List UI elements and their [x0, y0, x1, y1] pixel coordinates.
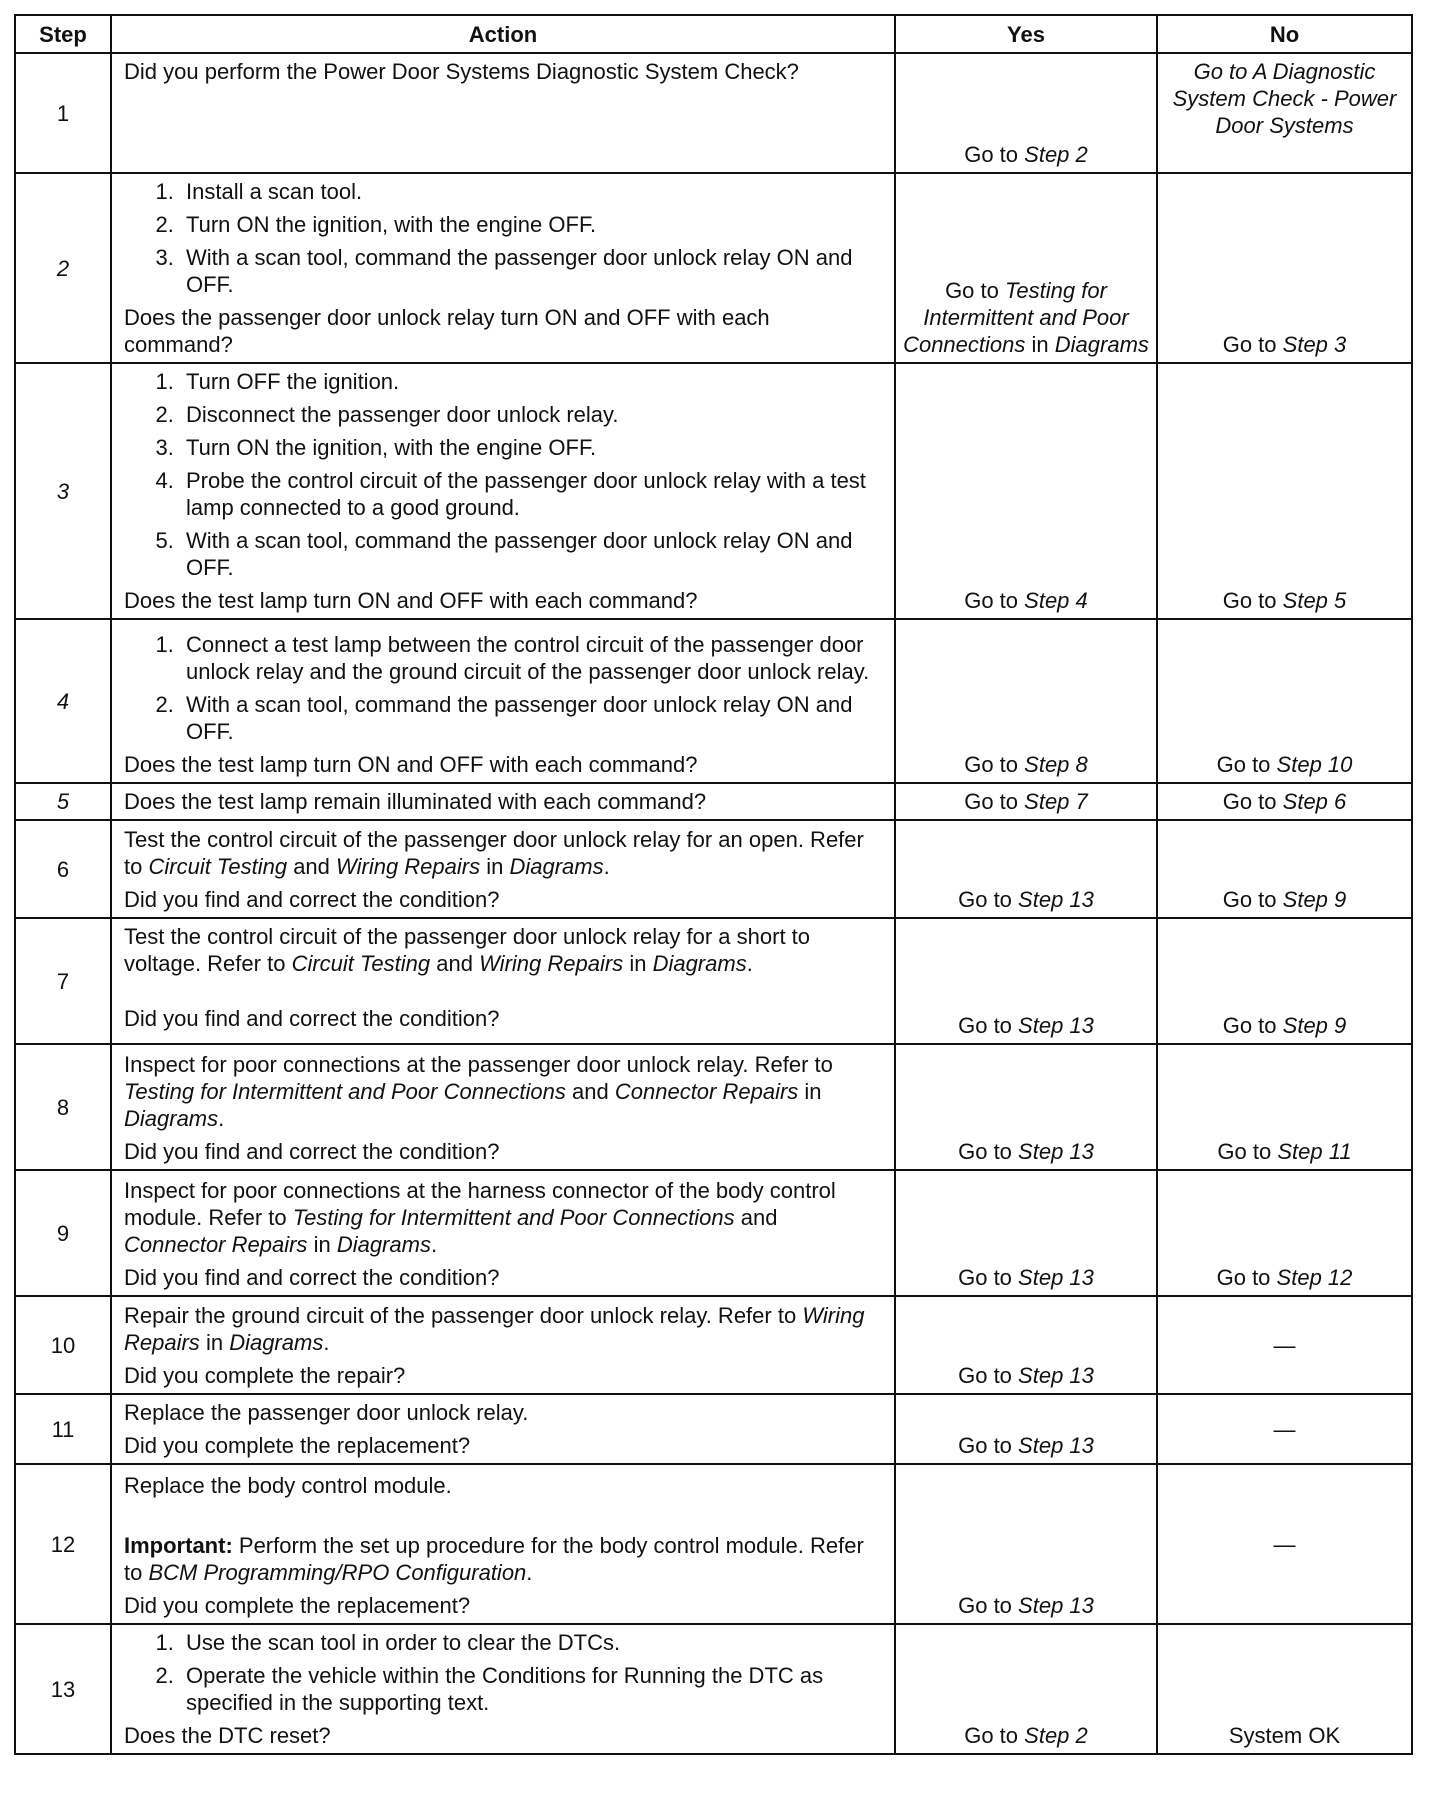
step-number: 8: [15, 1044, 111, 1170]
header-row: [15, 15, 1412, 53]
yes-prefix: Go to: [958, 1433, 1012, 1458]
yes-link[interactable]: Step 13: [1018, 1433, 1094, 1458]
step-number: 10: [15, 1296, 111, 1394]
table-row: [15, 918, 1412, 1044]
action-cell: [111, 918, 895, 1044]
no-link[interactable]: Step 5: [1282, 588, 1347, 613]
step-number: 7: [15, 918, 111, 1044]
action-instruction: [124, 826, 884, 880]
yes-prefix: Go to: [964, 752, 1019, 777]
yes-prefix: Go to: [958, 1363, 1012, 1388]
no-dash: —: [1273, 1416, 1296, 1442]
ref-link[interactable]: Wiring Repairs: [479, 951, 624, 976]
action-step-item: 4. Probe the control circuit of the passenger door unlock relay with a test lamp connected to a good ground.: [180, 467, 884, 521]
action-step-item: 1. Turn OFF the ignition.: [180, 368, 884, 395]
instruction-text: Inspect for poor connections at the harness connector of the body control module. Refer to: [124, 1178, 836, 1230]
yes-prefix: Go to: [958, 887, 1012, 912]
no-link[interactable]: Step 3: [1282, 332, 1347, 357]
step-number: 9: [15, 1170, 111, 1296]
action-question: Does the DTC reset?: [124, 1723, 331, 1748]
no-cell: [1157, 1170, 1412, 1296]
period-text: .: [430, 1232, 438, 1257]
yes-link[interactable]: Step 2: [1024, 142, 1088, 167]
yes-prefix: Go to: [945, 278, 999, 303]
no-link[interactable]: Step 12: [1276, 1265, 1353, 1290]
action-step-item: 5. With a scan tool, command the passenger door unlock relay ON and OFF.: [180, 527, 884, 581]
conj-text: in: [313, 1232, 331, 1257]
step-number: 13: [15, 1624, 111, 1754]
action-step-item: 2. With a scan tool, command the passenger door unlock relay ON and OFF.: [180, 691, 884, 745]
no-prefix: Go to: [1216, 752, 1271, 777]
instruction-text: Repair the ground circuit of the passenger door unlock relay. Refer to: [124, 1303, 797, 1328]
no-prefix: Go to: [1222, 588, 1277, 613]
action-question: Does the test lamp remain illuminated with each command?: [124, 789, 707, 814]
ref-link[interactable]: Connector Repairs: [614, 1079, 799, 1104]
header-no: No: [1157, 15, 1412, 53]
action-step-item: 2. Disconnect the passenger door unlock relay.: [180, 401, 884, 428]
yes-link[interactable]: Step 13: [1018, 887, 1094, 912]
table-row: [15, 1044, 1412, 1170]
no-dash: —: [1273, 1332, 1296, 1358]
table-row: [15, 1170, 1412, 1296]
action-step-item: 1. Connect a test lamp between the control circuit of the passenger door unlock relay and the ground circuit of the passenger door unlock relay.: [180, 631, 884, 685]
action-step-item: 2. Turn ON the ignition, with the engine OFF.: [180, 211, 884, 238]
conj-text: in: [486, 854, 504, 879]
yes-link[interactable]: Testing for Intermittent and Poor Connections: [903, 278, 1129, 357]
yes-cell: [895, 1394, 1157, 1464]
instruction-text: Inspect for poor connections at the passenger door unlock relay. Refer to: [124, 1052, 833, 1077]
step-number: 6: [15, 820, 111, 918]
ref-link[interactable]: Circuit Testing: [291, 951, 431, 976]
no-cell: [1157, 1296, 1412, 1394]
no-link[interactable]: Step 9: [1282, 887, 1347, 912]
yes-prefix: Go to: [958, 1593, 1012, 1618]
table-row: [15, 53, 1412, 173]
no-prefix: Go to: [1222, 887, 1277, 912]
important-text: Perform the set up procedure for the body control module. Refer to: [124, 1533, 864, 1585]
action-steps: [124, 368, 884, 581]
yes-cell: [895, 1044, 1157, 1170]
step-number: 12: [15, 1464, 111, 1624]
yes-cell: [895, 1464, 1157, 1624]
action-question: Did you perform the Power Door Systems Diagnostic System Check?: [124, 59, 799, 84]
no-cell: [1157, 1624, 1412, 1754]
action-steps: [124, 1629, 884, 1716]
action-question: Did you complete the replacement?: [124, 1593, 471, 1618]
action-question: Did you complete the replacement?: [124, 1433, 471, 1458]
action-instruction: Replace the passenger door unlock relay.: [124, 1400, 529, 1425]
period-text: .: [603, 854, 610, 879]
action-instruction: [124, 1051, 884, 1132]
yes-link-2[interactable]: Diagrams: [1054, 332, 1149, 357]
header-action: Action: [111, 15, 895, 53]
yes-link[interactable]: Step 13: [1018, 1363, 1094, 1388]
yes-link[interactable]: Step 7: [1024, 789, 1088, 814]
yes-cell: [895, 363, 1157, 619]
action-cell: [111, 1170, 895, 1296]
no-cell: [1157, 783, 1412, 820]
yes-link[interactable]: Step 2: [1024, 1723, 1088, 1748]
action-cell: [111, 363, 895, 619]
action-cell: [111, 53, 895, 173]
period-text: .: [746, 951, 753, 976]
conj-text: and: [293, 854, 330, 879]
period-text: .: [526, 1560, 533, 1585]
yes-cell: [895, 173, 1157, 363]
action-steps: [124, 631, 884, 745]
ref-link[interactable]: Diagrams: [509, 854, 604, 879]
diagnostic-table-page: [14, 14, 1411, 1755]
action-step-item: 3. With a scan tool, command the passenger door unlock relay ON and OFF.: [180, 244, 884, 298]
ref-link[interactable]: Connector Repairs: [124, 1232, 308, 1257]
step-number: 4: [15, 619, 111, 783]
yes-prefix: Go to: [964, 789, 1019, 814]
ref-link[interactable]: Testing for Intermittent and Poor Connections: [292, 1205, 735, 1230]
table-row: [15, 1394, 1412, 1464]
action-cell: [111, 1624, 895, 1754]
conj-text: and: [740, 1205, 778, 1230]
yes-link[interactable]: Step 4: [1024, 588, 1088, 613]
yes-cell: [895, 1296, 1157, 1394]
yes-cell: [895, 1170, 1157, 1296]
action-step-item: 1. Use the scan tool in order to clear the DTCs.: [180, 1629, 884, 1656]
yes-prefix: Go to: [964, 1723, 1019, 1748]
no-cell: [1157, 53, 1412, 173]
step-number: 5: [15, 783, 111, 820]
table-row: [15, 173, 1412, 363]
step-number: 1: [15, 53, 111, 173]
yes-cell: [895, 619, 1157, 783]
yes-link[interactable]: Step 13: [1018, 1013, 1094, 1038]
conj-text: and: [572, 1079, 609, 1104]
no-cell: [1157, 820, 1412, 918]
ref-link[interactable]: Diagrams: [124, 1106, 219, 1131]
no-link[interactable]: Go to A Diagnostic System Check - Power Door Systems: [1172, 59, 1397, 138]
action-cell: [111, 173, 895, 363]
yes-prefix: Go to: [958, 1265, 1012, 1290]
ref-link[interactable]: Diagrams: [229, 1330, 324, 1355]
no-prefix: Go to: [1222, 332, 1277, 357]
period-text: .: [323, 1330, 330, 1355]
action-step-item: 2. Operate the vehicle within the Conditions for Running the DTC as specified in the supporting text.: [180, 1662, 884, 1716]
no-cell: [1157, 918, 1412, 1044]
ref-link[interactable]: Diagrams: [652, 951, 747, 976]
yes-cell: [895, 1624, 1157, 1754]
table-row: [15, 820, 1412, 918]
action-step-item: 1. Install a scan tool.: [180, 178, 884, 205]
no-link[interactable]: Step 11: [1277, 1139, 1352, 1164]
no-link[interactable]: Step 6: [1282, 789, 1347, 814]
action-instruction: [124, 1177, 884, 1258]
important-note: [124, 1532, 884, 1586]
table-row: [15, 1464, 1412, 1624]
action-question: Did you find and correct the condition?: [124, 1006, 500, 1031]
no-link[interactable]: Step 10: [1276, 752, 1353, 777]
ref-link[interactable]: BCM Programming/RPO Configuration: [148, 1560, 527, 1585]
step-number: 11: [15, 1394, 111, 1464]
yes-link[interactable]: Step 13: [1018, 1139, 1094, 1164]
action-question: Does the test lamp turn ON and OFF with each command?: [124, 588, 698, 613]
table-row: [15, 783, 1412, 820]
no-prefix: Go to: [1222, 1013, 1277, 1038]
action-cell: [111, 1044, 895, 1170]
no-result: System OK: [1228, 1723, 1341, 1748]
action-question: Does the passenger door unlock relay turn ON and OFF with each command?: [124, 305, 770, 357]
no-link[interactable]: Step 9: [1282, 1013, 1347, 1038]
yes-link[interactable]: Step 13: [1018, 1593, 1094, 1618]
yes-cell: [895, 53, 1157, 173]
action-cell: [111, 783, 895, 820]
period-text: .: [218, 1106, 225, 1131]
action-question: Did you complete the repair?: [124, 1363, 406, 1388]
conj-text: and: [436, 951, 473, 976]
table-row: [15, 1624, 1412, 1754]
yes-cell: [895, 820, 1157, 918]
table-row: [15, 619, 1412, 783]
no-cell: [1157, 363, 1412, 619]
yes-cell: [895, 783, 1157, 820]
ref-link[interactable]: Wiring Repairs: [124, 1303, 865, 1355]
action-instruction: [124, 923, 884, 977]
action-cell: [111, 1464, 895, 1624]
yes-prefix: Go to: [964, 588, 1019, 613]
yes-prefix: Go to: [964, 142, 1019, 167]
action-cell: [111, 619, 895, 783]
instruction-text: Test the control circuit of the passenger door unlock relay for an open. Refer to: [124, 827, 864, 879]
action-question: Does the test lamp turn ON and OFF with each command?: [124, 752, 698, 777]
action-question: Did you find and correct the condition?: [124, 1265, 500, 1290]
action-step-item: 3. Turn ON the ignition, with the engine OFF.: [180, 434, 884, 461]
conj-text: in: [804, 1079, 822, 1104]
step-number: 2: [15, 173, 111, 363]
yes-cell: [895, 918, 1157, 1044]
ref-link[interactable]: Wiring Repairs: [336, 854, 481, 879]
action-question: Did you find and correct the condition?: [124, 1139, 500, 1164]
no-cell: [1157, 619, 1412, 783]
spacer: [124, 1505, 884, 1532]
no-prefix: Go to: [1222, 789, 1277, 814]
action-question: Did you find and correct the condition?: [124, 887, 500, 912]
action-instruction: [124, 1302, 884, 1356]
action-cell: [111, 820, 895, 918]
step-number: 3: [15, 363, 111, 619]
table-row: [15, 1296, 1412, 1394]
no-cell: [1157, 173, 1412, 363]
no-prefix: Go to: [1217, 1139, 1272, 1164]
no-dash: —: [1273, 1531, 1296, 1557]
action-steps: [124, 178, 884, 298]
action-cell: [111, 1394, 895, 1464]
diagnostic-table: [14, 14, 1413, 1755]
important-label: Important:: [124, 1533, 233, 1558]
yes-link[interactable]: Step 13: [1018, 1265, 1094, 1290]
yes-mid: in: [1031, 332, 1049, 357]
yes-prefix: Go to: [958, 1013, 1012, 1038]
no-cell: [1157, 1044, 1412, 1170]
ref-link[interactable]: Testing for Intermittent and Poor Connections: [124, 1079, 566, 1104]
table-row: [15, 363, 1412, 619]
yes-link[interactable]: Step 8: [1024, 752, 1088, 777]
yes-prefix: Go to: [958, 1139, 1012, 1164]
header-step: Step: [15, 15, 111, 53]
no-cell: [1157, 1464, 1412, 1624]
action-cell: [111, 1296, 895, 1394]
instruction-text: Test the control circuit of the passenger door unlock relay for a short to voltage. Refer to: [124, 924, 811, 976]
no-prefix: Go to: [1216, 1265, 1271, 1290]
conj-text: in: [205, 1330, 224, 1355]
ref-link[interactable]: Circuit Testing: [148, 854, 288, 879]
conj-text: in: [629, 951, 647, 976]
no-cell: [1157, 1394, 1412, 1464]
action-instruction: Replace the body control module.: [124, 1473, 452, 1498]
ref-link[interactable]: Diagrams: [336, 1232, 431, 1257]
header-yes: Yes: [895, 15, 1157, 53]
